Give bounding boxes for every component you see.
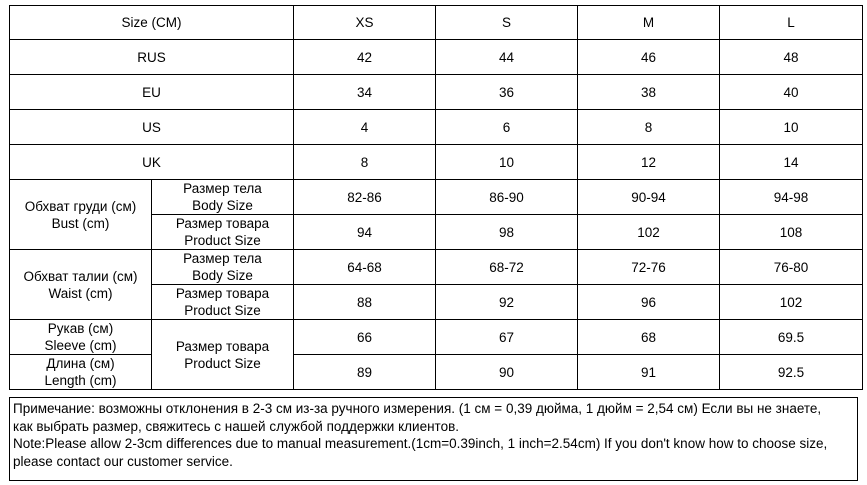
table-cell: 36 bbox=[436, 75, 578, 110]
table-cell: 44 bbox=[436, 40, 578, 75]
waist-label-ru: Обхват талии (см) bbox=[23, 268, 138, 284]
length-label-en: Length (cm) bbox=[44, 373, 117, 388]
table-cell: 82-86 bbox=[294, 180, 436, 215]
bust-label-ru: Обхват груди (см) bbox=[24, 198, 137, 214]
waist-label-en: Waist (cm) bbox=[48, 285, 113, 301]
header-row bbox=[10, 6, 863, 40]
length-label-ru: Длина (см) bbox=[46, 356, 115, 371]
product-size-label-ru: Размер товара bbox=[175, 216, 270, 231]
length-label bbox=[10, 355, 152, 390]
row-label: UK bbox=[10, 145, 294, 180]
size-header-cell: Size (CM) bbox=[10, 6, 294, 40]
table-cell: 6 bbox=[436, 110, 578, 145]
table-cell: 66 bbox=[294, 320, 436, 355]
table-cell: 10 bbox=[720, 110, 863, 145]
table-cell: 14 bbox=[720, 145, 863, 180]
measurement-note bbox=[9, 397, 858, 481]
table-cell: 90 bbox=[436, 355, 578, 390]
table-cell: 69.5 bbox=[720, 320, 863, 355]
table-cell: 88 bbox=[294, 285, 436, 320]
table-cell: 92 bbox=[436, 285, 578, 320]
row-label: US bbox=[10, 110, 294, 145]
table-row-length bbox=[10, 355, 863, 390]
body-size-label bbox=[152, 250, 294, 285]
table-cell: 34 bbox=[294, 75, 436, 110]
bust-label bbox=[10, 180, 152, 250]
waist-label bbox=[10, 250, 152, 320]
table-cell: 8 bbox=[578, 110, 720, 145]
note-line: как выбрать размер, свяжитесь с нашей службой поддержки клиентов. bbox=[13, 418, 460, 434]
table-cell: 46 bbox=[578, 40, 720, 75]
product-size-label-ru: Размер товара bbox=[175, 286, 270, 301]
body-size-label-ru: Размер тела bbox=[183, 251, 262, 266]
table-row-eu bbox=[10, 75, 863, 110]
sleeve-label-en: Sleeve (cm) bbox=[44, 338, 117, 353]
table-row-rus bbox=[10, 40, 863, 75]
table-cell: 42 bbox=[294, 40, 436, 75]
table-cell: 94 bbox=[294, 215, 436, 250]
table-row-us bbox=[10, 110, 863, 145]
table-cell: 96 bbox=[578, 285, 720, 320]
table-cell: 102 bbox=[578, 215, 720, 250]
body-size-label-en: Body Size bbox=[192, 268, 253, 283]
note-line: please contact our customer service. bbox=[13, 453, 233, 469]
table-cell: 10 bbox=[436, 145, 578, 180]
table-cell: 48 bbox=[720, 40, 863, 75]
size-s-header: S bbox=[436, 6, 578, 40]
note-line: Примечание: возможны отклонения в 2-3 см из-за ручного измерения. (1 см = 0,39 дюйма, 1 дюйм = 2,54 см) Если вы не знаете, bbox=[13, 401, 822, 416]
table-cell: 92.5 bbox=[720, 355, 863, 390]
product-size-label-ru: Размер товара bbox=[175, 338, 270, 354]
product-size-label-en: Product Size bbox=[184, 233, 261, 248]
body-size-label-en: Body Size bbox=[192, 198, 253, 213]
table-cell: 68-72 bbox=[436, 250, 578, 285]
row-label: RUS bbox=[10, 40, 294, 75]
product-size-label bbox=[152, 285, 294, 320]
table-cell: 38 bbox=[578, 75, 720, 110]
body-size-label-ru: Размер тела bbox=[183, 181, 262, 196]
table-cell: 108 bbox=[720, 215, 863, 250]
table-cell: 86-90 bbox=[436, 180, 578, 215]
size-chart-table bbox=[9, 5, 863, 390]
size-l-header: L bbox=[720, 6, 863, 40]
table-cell: 94-98 bbox=[720, 180, 863, 215]
table-cell: 12 bbox=[578, 145, 720, 180]
table-cell: 4 bbox=[294, 110, 436, 145]
size-xs-header: XS bbox=[294, 6, 436, 40]
table-cell: 89 bbox=[294, 355, 436, 390]
table-cell: 8 bbox=[294, 145, 436, 180]
table-cell: 64-68 bbox=[294, 250, 436, 285]
sleeve-label-ru: Рукав (см) bbox=[47, 321, 114, 336]
row-label: EU bbox=[10, 75, 294, 110]
body-size-label bbox=[152, 180, 294, 215]
table-cell: 72-76 bbox=[578, 250, 720, 285]
table-row-waist-body bbox=[10, 250, 863, 285]
table-row-sleeve bbox=[10, 320, 863, 355]
table-cell: 76-80 bbox=[720, 250, 863, 285]
note-line: Note:Please allow 2-3cm differences due to manual measurement.(1cm=0.39inch, 1 inch=2.54cm) If you don't know how to choose size, bbox=[13, 436, 828, 452]
bust-label-en: Bust (cm) bbox=[51, 215, 110, 231]
product-size-label bbox=[152, 215, 294, 250]
table-cell: 68 bbox=[578, 320, 720, 355]
size-m-header: M bbox=[578, 6, 720, 40]
product-size-label-en: Product Size bbox=[184, 355, 261, 371]
table-cell: 98 bbox=[436, 215, 578, 250]
table-row-uk bbox=[10, 145, 863, 180]
product-size-label-en: Product Size bbox=[184, 303, 261, 318]
table-cell: 91 bbox=[578, 355, 720, 390]
sleeve-label bbox=[10, 320, 152, 355]
table-row-bust-body bbox=[10, 180, 863, 215]
table-cell: 102 bbox=[720, 285, 863, 320]
table-cell: 40 bbox=[720, 75, 863, 110]
table-cell: 67 bbox=[436, 320, 578, 355]
product-size-label bbox=[152, 320, 294, 390]
table-cell: 90-94 bbox=[578, 180, 720, 215]
